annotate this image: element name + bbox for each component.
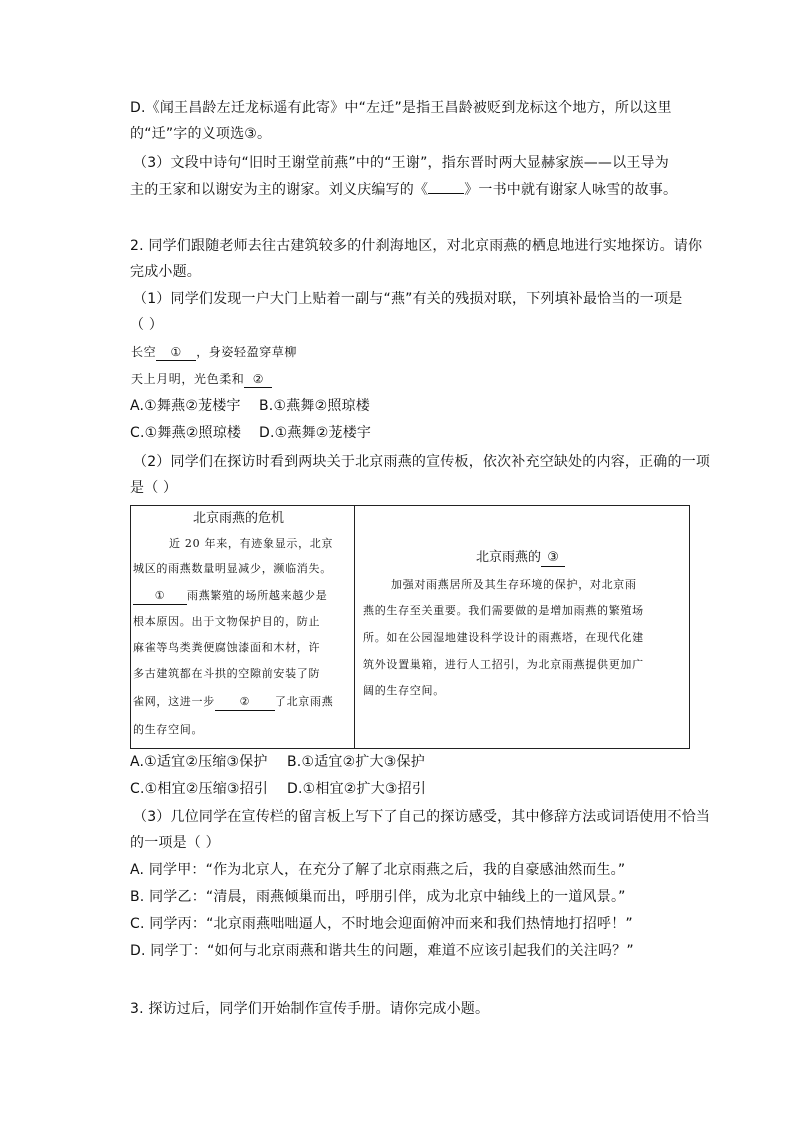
left-poster-line3-text: 雨燕繁殖的场所越来越少是: [187, 589, 328, 602]
q2-s2-option-a: A.①适宜②压缩③保护: [130, 754, 268, 770]
poster-table: [130, 505, 690, 749]
left-poster-line6: 多古建筑都在斗拱的空隙前安装了防: [133, 667, 321, 680]
q2-s2-option-d: D.①相宜②扩大③招引: [287, 781, 427, 797]
table-divider: [354, 506, 355, 748]
q2-s1-stem-line2: （ ）: [130, 317, 164, 333]
right-poster-line4: 筑外设置巢箱，进行人工招引，为北京雨燕提供更加广: [363, 658, 644, 671]
q2-s1-stem-line1: （1）同学们发现一户大门上贴着一副与“燕”有关的残损对联，下列填补最恰当的一项是: [133, 291, 683, 307]
left-poster-line7: [133, 690, 333, 714]
left-poster-line1: 近 20 年来，有迹象显示，北京: [169, 537, 334, 550]
couplet-line1: [131, 342, 297, 362]
left-poster-line5: 麻雀等鸟类粪便腐蚀漆面和木材，许: [133, 641, 321, 654]
right-poster-line5: 阔的生存空间。: [363, 684, 445, 697]
q1-part3-line2: [130, 180, 677, 200]
q2-s2-option-b: B.①适宜②扩大③保护: [287, 754, 425, 770]
q2-intro-line1: 2. 同学们跟随老师去往古建筑较多的什刹海地区，对北京雨燕的栖息地进行实地探访。请你: [130, 238, 703, 254]
left-poster-line8: 的生存空间。: [133, 723, 204, 736]
couplet-line1-b: ，身姿轻盈穿草柳: [196, 345, 298, 359]
right-poster-title: [476, 549, 565, 567]
left-poster-title: 北京雨燕的危机: [193, 511, 285, 526]
q1-part3-line1: （3）文段中诗句“旧时王谢堂前燕”中的“王谢”，指东晋时两大显赫家族——以王导为: [133, 155, 669, 171]
left-poster-line7-b: 了北京雨燕: [274, 695, 334, 708]
left-poster-line2: 城区的雨燕数量明显减少，濒临消失。: [133, 562, 332, 575]
answer-blank: [428, 193, 464, 194]
left-poster-line3: [133, 584, 327, 608]
q2-s3-option-d: D. 同学丁：“如何与北京雨燕和谐共生的问题，难道不应该引起我们的关注吗？”: [130, 943, 634, 959]
q2-s3-option-a: A. 同学甲：“作为北京人，在充分了解了北京雨燕之后，我的自豪感油然而生。”: [130, 862, 626, 878]
q1-option-d-line1: D.《闻王昌龄左迁龙标遥有此寄》中“左迁”是指王昌龄被贬到龙标这个地方，所以这里: [130, 100, 672, 116]
right-poster-line3: 所。如在公园湿地建设科学设计的雨燕塔，在现代化建: [363, 631, 644, 644]
right-poster-line1: 加强对雨燕居所及其生存环境的保护，对北京雨: [391, 578, 637, 591]
poster-blank-3: ③: [541, 550, 565, 567]
q2-intro-line2: 完成小题。: [130, 264, 201, 280]
poster-blank-2: ②: [215, 694, 275, 711]
couplet-blank-1: ①: [156, 344, 196, 361]
q2-s1-option-d: D.①燕舞②茏楼宇: [259, 425, 372, 441]
right-poster-line2: 燕的生存至关重要。我们需要做的是增加雨燕的繁殖场: [363, 604, 644, 617]
left-poster-line4: 根本原因。出于文物保护目的，防止: [133, 615, 321, 628]
q3-intro: 3. 探访过后，同学们开始制作宣传手册。请你完成小题。: [130, 1001, 490, 1017]
couplet-line2-a: 天上月明，光色柔和: [131, 372, 245, 386]
q1-part3-text-a: 主的王家和以谢安为主的谢家。刘义庆编写的《: [130, 182, 429, 198]
couplet-line2: [131, 369, 272, 389]
couplet-line1-a: 长空: [131, 345, 157, 359]
q2-s3-option-b: B. 同学乙：“清晨，雨燕倾巢而出，呼朋引伴，成为北京中轴线上的一道风景。”: [130, 889, 626, 905]
q2-s3-stem-line1: （3）几位同学在宣传栏的留言板上写下了自己的探访感受，其中修辞方法或词语使用不恰当: [133, 809, 711, 825]
poster-blank-1: ①: [133, 588, 187, 605]
left-poster-line7-a: 雀网，这进一步: [133, 695, 215, 708]
right-poster-title-text: 北京雨燕的: [476, 550, 542, 565]
q2-s1-option-a: A.①舞燕②茏楼宇: [130, 398, 241, 414]
q2-s2-stem-line2: 是（ ）: [130, 480, 178, 496]
couplet-blank-2: ②: [244, 371, 272, 388]
q2-s3-option-c: C. 同学丙：“北京雨燕咄咄逼人，不时地会迎面俯冲而来和我们热情地打招呼！”: [130, 916, 633, 932]
q2-s1-option-c: C.①舞燕②照琼楼: [130, 425, 242, 441]
q1-part3-text-b: 》一书中就有谢家人咏雪的故事。: [464, 182, 678, 198]
q2-s2-stem-line1: （2）同学们在探访时看到两块关于北京雨燕的宣传板，依次补充空缺处的内容，正确的一项: [133, 454, 711, 470]
q2-s2-option-c: C.①相宜②压缩③招引: [130, 781, 269, 797]
q2-s3-stem-line2: 的一项是（ ）: [130, 835, 220, 851]
q2-s1-option-b: B.①燕舞②照琼楼: [259, 398, 370, 414]
q1-option-d-line2: 的“迁”字的义项选③。: [130, 126, 272, 142]
